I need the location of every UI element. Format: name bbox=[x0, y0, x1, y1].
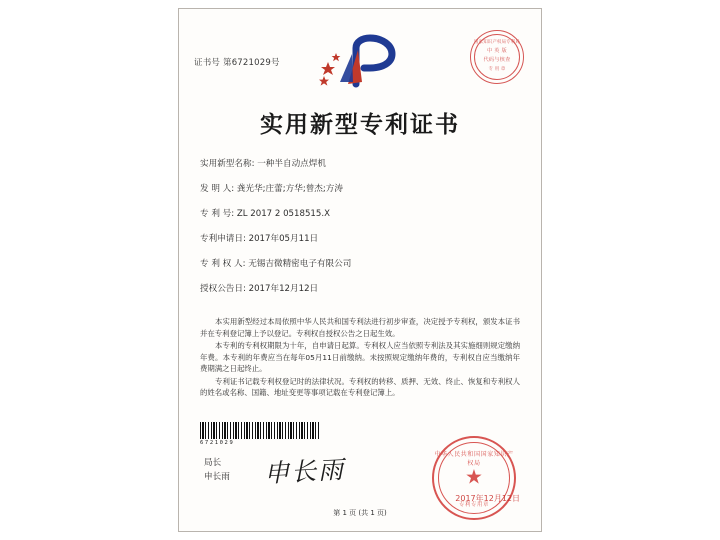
certificate-title: 实用新型专利证书 bbox=[260, 112, 460, 138]
certificate-fields bbox=[200, 158, 520, 308]
official-seal-arc-top: 中华人民共和国国家知识产权局 bbox=[434, 451, 514, 467]
field-value-patent-number: ZL 2017 2 0518515.X bbox=[236, 209, 330, 219]
field-label-patent-number: 专 利 号: bbox=[200, 209, 235, 219]
field-label-grant-date: 授权公告日: bbox=[200, 284, 246, 294]
round-seal-line4: 专 用 章 bbox=[488, 67, 506, 72]
star-icon: ★ bbox=[465, 466, 483, 489]
cnipa-logo-icon bbox=[312, 32, 408, 94]
field-value-grant-date: 2017年12月12日 bbox=[248, 284, 319, 294]
field-row-patent-number bbox=[200, 208, 520, 220]
field-row-application-date bbox=[200, 233, 520, 245]
round-seal-line1: 国家知识产权局专利局 bbox=[474, 40, 520, 45]
signature-block bbox=[204, 456, 230, 484]
signature-label-title: 局长 bbox=[204, 458, 222, 468]
certificate-serial-number: 证书号 第6721029号 bbox=[194, 58, 280, 68]
top-right-round-seal bbox=[470, 30, 524, 84]
body-paragraph-2: 本专利的专利权期限为十年，自申请日起算。专利权人应当依照专利法及其实施细则规定缴纳年费。本专利的年费应当在每年05月11日前缴纳。未按照规定缴纳年费的，专利权自应当缴纳年费期满之日起终止。 bbox=[200, 341, 520, 373]
field-row-utility-model-name bbox=[200, 158, 520, 170]
field-row-grant-date bbox=[200, 283, 520, 295]
patent-certificate-document bbox=[178, 8, 542, 532]
barcode-number: 6721029 bbox=[200, 440, 235, 446]
field-label-utility-model-name: 实用新型名称: bbox=[200, 159, 255, 169]
field-label-inventors: 发 明 人: bbox=[200, 184, 235, 194]
field-value-utility-model-name: 一种半自动点焊机 bbox=[257, 159, 326, 169]
certificate-body-text bbox=[200, 316, 520, 400]
body-paragraph-1: 本实用新型经过本局依照中华人民共和国专利法进行初步审查，决定授予专利权，颁发本证书并在专利登记簿上予以登记。专利权自授权公告之日起生效。 bbox=[200, 317, 520, 338]
signature-label-name: 申长雨 bbox=[204, 472, 230, 482]
field-value-inventors: 龚光华;庄蕾;方华;曾杰;方涛 bbox=[236, 184, 343, 194]
page-footer: 第 1 页 (共 1 页) bbox=[333, 509, 387, 517]
field-value-patentee: 无锡吉微精密电子有限公司 bbox=[248, 259, 352, 269]
handwritten-signature: 申长雨 bbox=[263, 454, 346, 489]
field-row-inventors bbox=[200, 183, 520, 195]
round-seal-line2: 中 英 版 bbox=[487, 48, 507, 54]
field-value-application-date: 2017年05月11日 bbox=[248, 234, 319, 244]
field-label-patentee: 专 利 权 人: bbox=[200, 259, 246, 269]
barcode-icon bbox=[200, 422, 320, 439]
round-seal-line3: 代码与核查 bbox=[483, 57, 511, 63]
body-paragraph-3: 专利证书记载专利权登记时的法律状况。专利权的转移、质押、无效、终止、恢复和专利权人的姓名或名称、国籍、地址变更等事项记载在专利登记簿上。 bbox=[200, 376, 520, 397]
field-row-patentee bbox=[200, 258, 520, 270]
seal-date: 2017年12月12日 bbox=[455, 494, 520, 503]
field-label-application-date: 专利申请日: bbox=[200, 234, 246, 244]
official-seal-arc-bottom: 专利专用章 bbox=[459, 502, 489, 508]
